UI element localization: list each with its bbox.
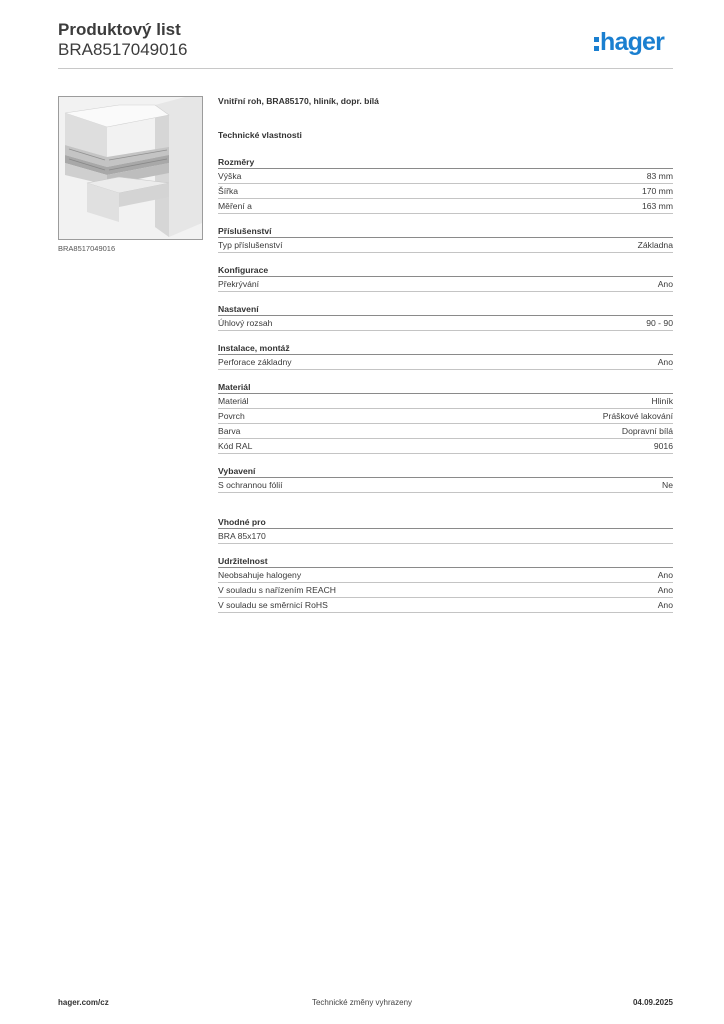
spec-label: Výška <box>218 171 242 181</box>
spec-label: Úhlový rozsah <box>218 318 273 328</box>
footer-website: hager.com/cz <box>58 998 109 1007</box>
spec-row <box>218 238 673 253</box>
section-title: Udržitelnost <box>218 554 673 568</box>
spec-label: Překrývání <box>218 279 260 289</box>
spec-label: BRA 85x170 <box>218 531 266 541</box>
inner-corner-product-image <box>58 96 203 240</box>
spec-section <box>218 224 673 253</box>
product-title: Vnitřní roh, BRA85170, hliník, dopr. bílá <box>218 96 379 106</box>
spec-value: 83 mm <box>646 171 673 181</box>
section-title: Materiál <box>218 380 673 394</box>
image-caption: BRA8517049016 <box>58 244 116 253</box>
spec-label: Barva <box>218 426 241 436</box>
hager-logo <box>594 27 664 57</box>
spec-value: Ano <box>657 585 673 595</box>
spec-section <box>218 155 673 214</box>
section-title: Vhodné pro <box>218 515 673 529</box>
spec-row <box>218 424 673 439</box>
spec-label: Neobsahuje halogeny <box>218 570 302 580</box>
section-title: Příslušenství <box>218 224 673 238</box>
spec-value: 90 - 90 <box>646 318 673 328</box>
section-title: Konfigurace <box>218 263 673 277</box>
spec-value: 163 mm <box>641 201 673 211</box>
specification-table <box>218 95 673 613</box>
spec-label: V souladu s nařízením REACH <box>218 585 336 595</box>
spec-row <box>218 439 673 454</box>
spec-value: Dopravní bílá <box>621 426 673 436</box>
spec-label: Povrch <box>218 411 245 421</box>
spec-value: Ano <box>657 357 673 367</box>
section-title: Rozměry <box>218 155 673 169</box>
section-title: Nastavení <box>218 302 673 316</box>
spec-section <box>218 464 673 493</box>
spec-row <box>218 169 673 184</box>
spec-sections <box>218 155 673 613</box>
spec-section <box>218 341 673 370</box>
spec-value: Ne <box>662 480 673 490</box>
spec-row <box>218 184 673 199</box>
spec-label: Kód RAL <box>218 441 253 451</box>
header-divider <box>58 68 673 69</box>
product-code-heading: BRA8517049016 <box>58 40 188 59</box>
logo-text: hager <box>600 28 665 56</box>
logo-dots-icon <box>594 27 599 57</box>
spec-row <box>218 478 673 493</box>
spec-value: Ano <box>657 279 673 289</box>
section-title: Vybavení <box>218 464 673 478</box>
spec-row <box>218 316 673 331</box>
technical-properties-heading: Technické vlastnosti <box>218 130 302 140</box>
spec-row <box>218 394 673 409</box>
spec-value: Práškové lakování <box>602 411 673 421</box>
spec-value: Hliník <box>651 396 673 406</box>
spec-row <box>218 583 673 598</box>
spec-value: Základna <box>637 240 673 250</box>
footer-notice: Technické změny vyhrazeny <box>311 998 413 1007</box>
spec-value: Ano <box>657 570 673 580</box>
spec-row <box>218 199 673 214</box>
spec-value: 9016 <box>653 441 673 451</box>
spec-section <box>218 515 673 544</box>
section-title: Instalace, montáž <box>218 341 673 355</box>
inner-corner-icon <box>59 97 202 239</box>
spec-section <box>218 380 673 454</box>
spec-label: Měření a <box>218 201 252 211</box>
spec-label: S ochrannou fólií <box>218 480 283 490</box>
spec-row <box>218 529 673 544</box>
spec-row <box>218 277 673 292</box>
spec-value: 170 mm <box>641 186 673 196</box>
spec-section <box>218 302 673 331</box>
spec-section <box>218 554 673 613</box>
spec-label: Perforace základny <box>218 357 292 367</box>
spec-row <box>218 409 673 424</box>
spec-row <box>218 355 673 370</box>
spec-label: Šířka <box>218 186 239 196</box>
spec-row <box>218 568 673 583</box>
spec-section <box>218 263 673 292</box>
footer-date: 04.09.2025 <box>632 998 673 1007</box>
spec-row <box>218 598 673 613</box>
spec-value: Ano <box>657 600 673 610</box>
spec-label: Typ příslušenství <box>218 240 283 250</box>
spec-label: V souladu se směrnicí RoHS <box>218 600 328 610</box>
page-title: Produktový list <box>58 20 181 39</box>
spec-label: Materiál <box>218 396 249 406</box>
